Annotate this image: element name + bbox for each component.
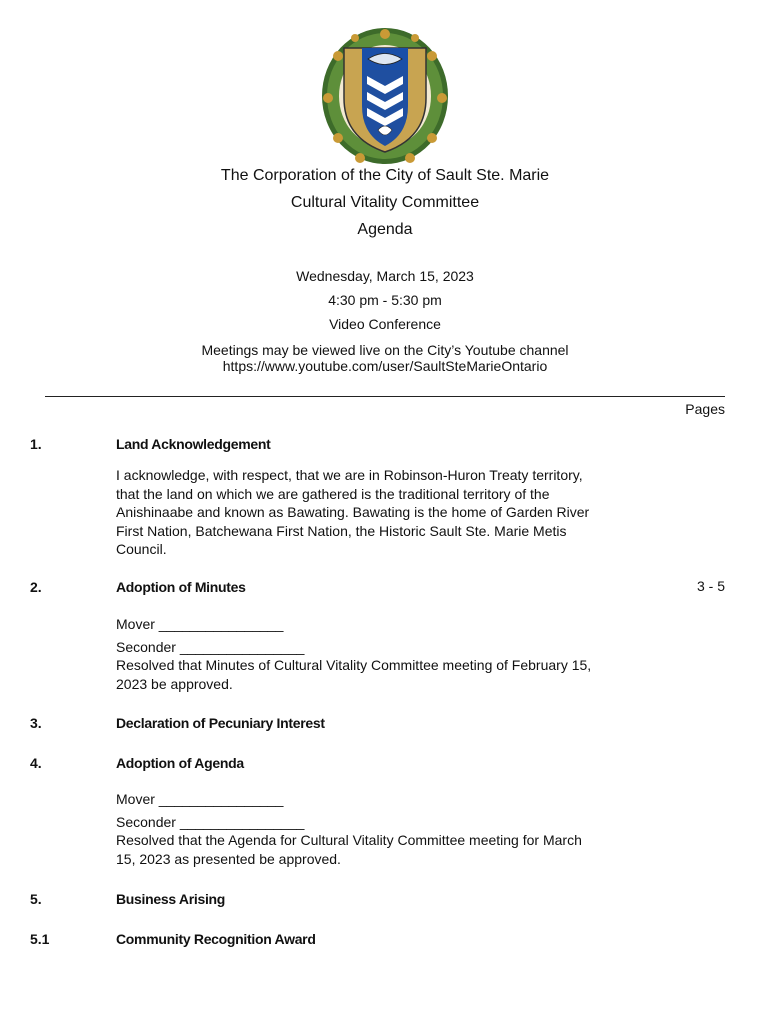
paragraph-line: I acknowledge, with respect, that we are in Robinson-Huron Treaty territory, [116, 467, 583, 483]
item-heading-adoption-of-minutes: Adoption of Minutes [116, 579, 246, 595]
item-heading-land-acknowledgement: Land Acknowledgement [116, 436, 271, 452]
item-number: 2. [30, 579, 42, 595]
paragraph-line: Council. [116, 541, 167, 557]
resolution-line: 15, 2023 as presented be approved. [116, 851, 341, 867]
item-number: 5.1 [30, 931, 50, 947]
item-heading-business-arising: Business Arising [116, 891, 226, 907]
stream-note: Meetings may be viewed live on the City’s Youtube channel [201, 342, 569, 358]
city-crest-logo [320, 26, 450, 166]
resolution-line: 2023 be approved. [116, 676, 233, 692]
paragraph-line: Anishinaabe and known as Bawating. Bawating is the home of Garden River [116, 504, 590, 520]
item-heading-adoption-of-agenda: Adoption of Agenda [116, 755, 244, 771]
organization-title: The Corporation of the City of Sault Ste. Marie [220, 167, 550, 184]
committee-title: Cultural Vitality Committee [290, 194, 480, 211]
meeting-date: Wednesday, March 15, 2023 [296, 268, 474, 284]
resolution-line: Resolved that Minutes of Cultural Vitality Committee meeting of February 15, [116, 657, 592, 673]
mover-line: Mover ________________ [116, 791, 284, 807]
land-acknowledgement-text [116, 466, 642, 559]
seconder-line: Seconder ________________ [116, 814, 305, 830]
seconder-line: Seconder ________________ [116, 639, 305, 655]
pages-column-header: Pages [685, 401, 725, 417]
page-reference: 3 - 5 [696, 578, 725, 594]
item-heading-community-recognition-award: Community Recognition Award [116, 931, 316, 947]
item-number: 1. [30, 436, 42, 452]
stream-url-link[interactable]: https://www.youtube.com/user/SaultSteMarieOntario [222, 358, 548, 374]
paragraph-line: that the land on which we are gathered is the traditional territory of the [116, 485, 550, 502]
meeting-location: Video Conference [329, 316, 441, 332]
mover-line: Mover ________________ [116, 616, 284, 632]
header-divider [45, 396, 725, 397]
item-heading-pecuniary-interest: Declaration of Pecuniary Interest [116, 715, 325, 731]
paragraph-line: First Nation, Batchewana First Nation, the Historic Sault Ste. Marie Metis [116, 522, 567, 539]
item-number: 3. [30, 715, 42, 731]
item-number: 4. [30, 755, 42, 771]
item-number: 5. [30, 891, 42, 907]
meeting-time: 4:30 pm - 5:30 pm [328, 292, 442, 308]
resolution-line: Resolved that the Agenda for Cultural Vitality Committee meeting for March [116, 832, 582, 848]
document-type: Agenda [357, 221, 413, 238]
